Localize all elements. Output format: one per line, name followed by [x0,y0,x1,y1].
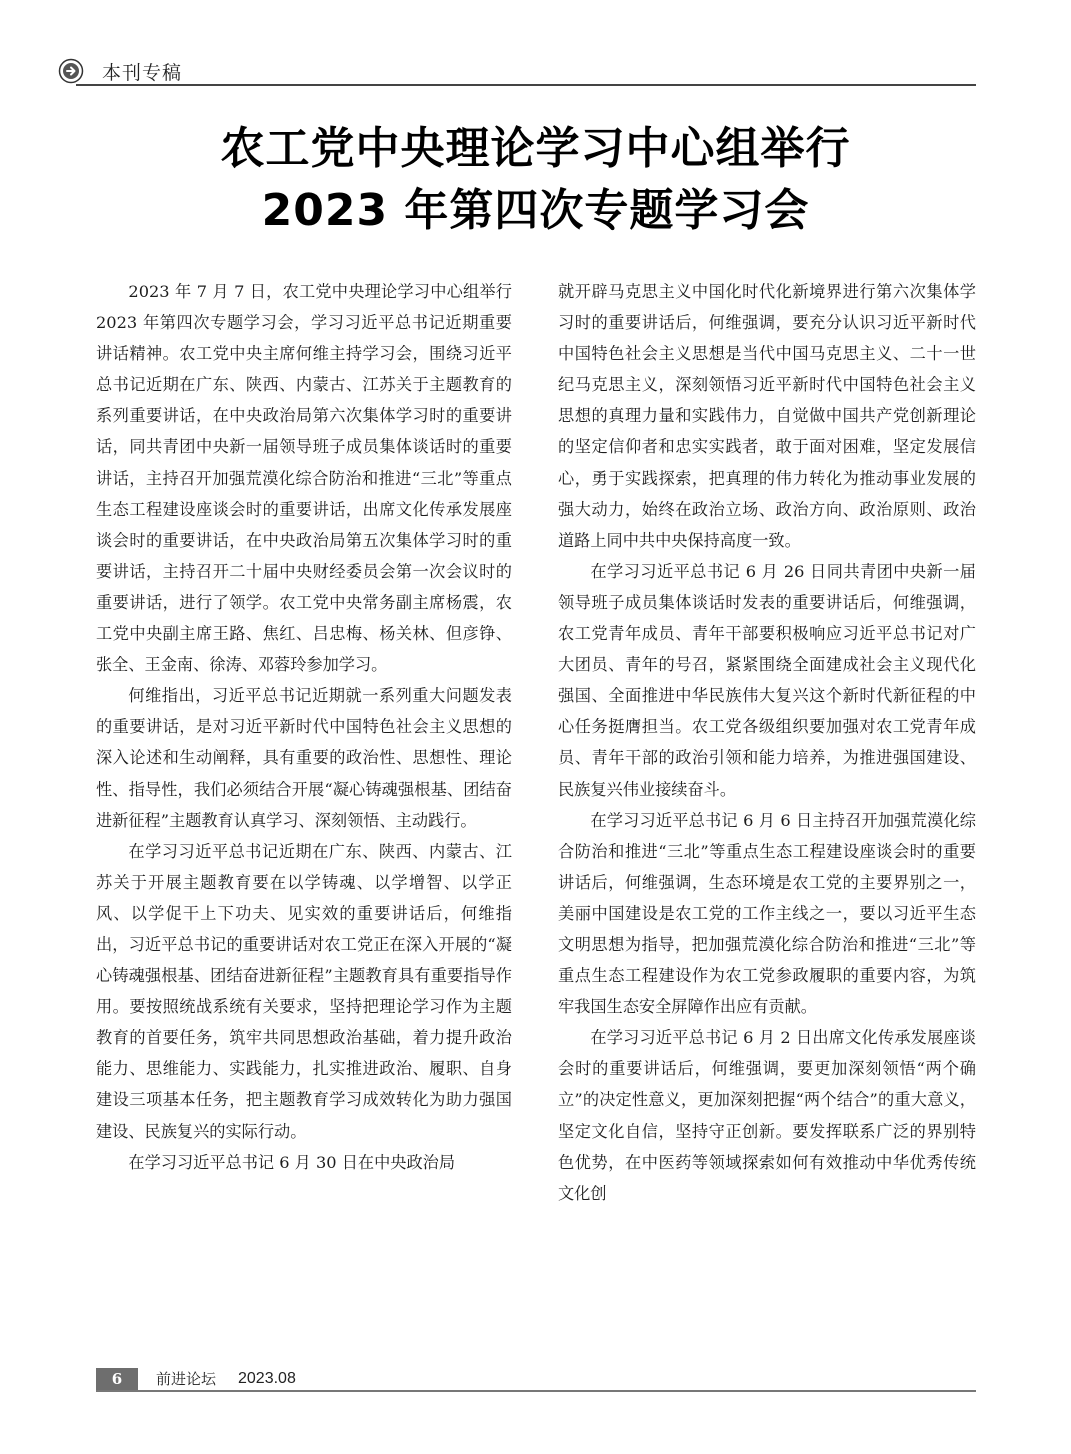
page-number: 6 [96,1368,138,1390]
paragraph: 在学习习近平总书记 6 月 6 日主持召开加强荒漠化综合防治和推进“三北”等重点生态工程建设座谈会时的重要讲话后，何维强调，生态环境是农工党的主要界别之一，美丽中国建设是农工党的工作主线之一，要以习近平生态文明思想为指导，把加强荒漠化综合防治和推进“三北”等重点生态工程建设作为农工党参政履职的重要内容，为筑牢我国生态安全屏障作出应有贡献。 [558,810,976,1017]
header-divider [76,84,976,86]
paragraph: 在学习习近平总书记近期在广东、陕西、内蒙古、江苏关于开展主题教育要在以学铸魂、以学增智、以学正风、以学促干上下功夫、见实效的重要讲话后，何维指出，习近平总书记的重要讲话对农工党正在深入开展的“凝心铸魂强根基、团结奋进新征程”主题教育具有重要指导作用。要按照统战系统有关要求，坚持把理论学习作为主题教育的首要任务，筑牢共同思想政治基础，着力提升政治能力、思维能力、实践能力，扎实推进政治、履职、自身建设三项基本任务，把主题教育学习成效转化为助力强国建设、民族复兴的实际行动。 [96,841,512,1141]
right-column [558,276,976,1209]
paragraph-continuation: 就开辟马克思主义中国化时代化新境界进行第六次集体学习时的重要讲话后，何维强调，要充分认识习近平新时代中国特色社会主义思想是当代中国马克思主义、二十一世纪马克思主义，深刻领悟习近平新时代中国特色社会主义思想的真理力量和实践伟力，自觉做中国共产党创新理论的坚定信仰者和忠实实践者，敢于面对困难，坚定发展信心，勇于实践探索，把真理的伟力转化为推动事业发展的强大动力，始终在政治立场、政治方向、政治原则、政治道路上同中共中央保持高度一致。 [558,282,976,550]
paragraph: 在学习习近平总书记 6 月 30 日在中央政治局 [128,1152,456,1172]
left-column [96,276,512,1178]
publication-name: 前进论坛 [156,1370,217,1388]
footer-divider [96,1390,976,1392]
circle-arrow-right-icon [58,58,84,84]
title-line-2: 2023 年第四次专题学习会 [261,185,810,236]
title-line-1: 农工党中央理论学习中心组举行 [220,123,851,174]
issue-date: 2023.08 [238,1370,296,1387]
paragraph: 2023 年 7 月 7 日，农工党中央理论学习中心组举行 2023 年第四次专题学习会，学习习近平总书记近期重要讲话精神。农工党中央主席何维主持学习会，围绕习近平总书记近期在广东、陕西、内蒙古、江苏关于主题教育的系列重要讲话，在中央政治局第六次集体学习时的重要讲话，同共青团中央新一届领导班子成员集体谈话时的重要讲话，主持召开加强荒漠化综合防治和推进“三北”等重点生态工程建设座谈会时的重要讲话，出席文化传承发展座谈会时的重要讲话，在中央政治局第五次集体学习时的重要讲话，主持召开二十届中央财经委员会第一次会议时的重要讲话，进行了领学。农工党中央常务副主席杨震，农工党中央副主席王路、焦红、吕忠梅、杨关林、但彦铮、张全、王金南、徐涛、邓蓉玲参加学习。 [96,282,512,675]
paragraph: 在学习习近平总书记 6 月 26 日同共青团中央新一届领导班子成员集体谈话时发表的重要讲话后，何维强调，农工党青年成员、青年干部要积极响应习近平总书记对广大团员、青年的号召，紧紧围绕全面建成社会主义现代化强国、全面推进中华民族伟大复兴这个新时代新征程的中心任务挺膺担当。农工党各级组织要加强对农工党青年成员、青年干部的政治引领和能力培养，为推进强国建设、民族复兴伟业接续奋斗。 [558,561,976,799]
article-title [0,118,1071,242]
section-header [58,56,976,86]
page-footer [96,1368,976,1392]
paragraph: 在学习习近平总书记 6 月 2 日出席文化传承发展座谈会时的重要讲话后，何维强调，要更加深刻领悟“两个确立”的决定性意义，更加深刻把握“两个结合”的重大意义，坚定文化自信，坚持守正创新。要发挥联系广泛的界别特色优势，在中医药等领域探索如何有效推动中华优秀传统文化创 [558,1028,976,1203]
section-label: 本刊专稿 [102,62,183,84]
paragraph: 何维指出，习近平总书记近期就一系列重大问题发表的重要讲话，是对习近平新时代中国特色社会主义思想的深入论述和生动阐释，具有重要的政治性、思想性、理论性、指导性，我们必须结合开展“凝心铸魂强根基、团结奋进新征程”主题教育认真学习、深刻领悟、主动践行。 [96,686,512,830]
